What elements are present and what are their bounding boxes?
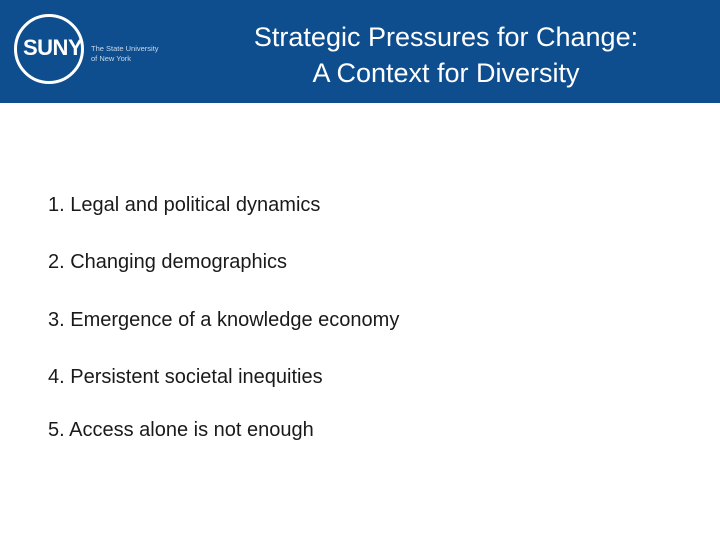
header-bar: [0, 0, 720, 103]
title-line-2: A Context for Diversity: [312, 58, 580, 88]
slide-title: [196, 19, 696, 91]
logo-subtitle-line2: of New York: [91, 54, 132, 63]
title-line-1: Strategic Pressures for Change:: [253, 22, 639, 52]
logo-subtitle: [91, 44, 191, 64]
logo-wordmark: SUNY: [23, 35, 83, 60]
list-item: 1. Legal and political dynamics: [48, 194, 321, 216]
logo-subtitle-line1: The State University: [91, 44, 159, 53]
suny-logo: [14, 14, 194, 90]
list-item: 4. Persistent societal inequities: [48, 366, 323, 388]
list-item: 3. Emergence of a knowledge economy: [48, 309, 400, 331]
list-item: 2. Changing demographics: [48, 251, 288, 273]
list-item: 5. Access alone is not enough: [48, 419, 314, 441]
